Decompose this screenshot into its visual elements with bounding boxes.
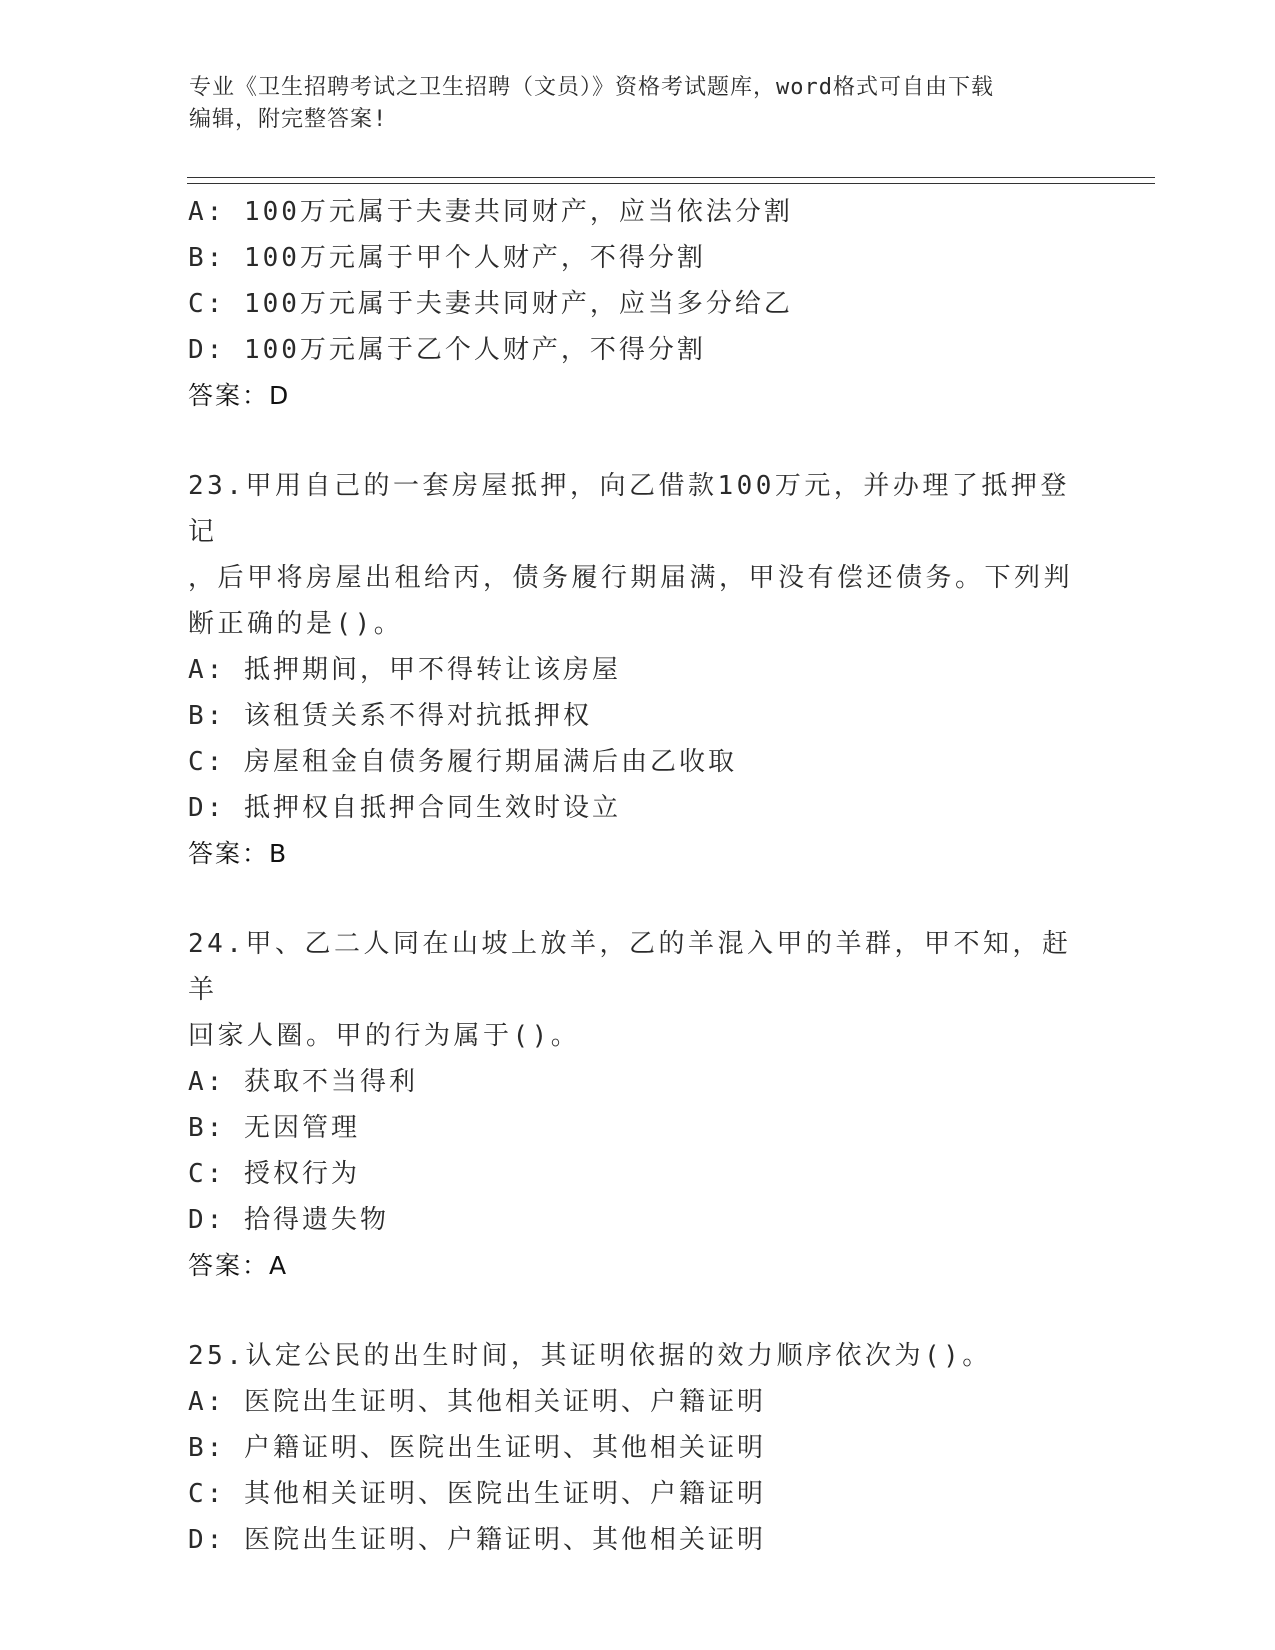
question-23 bbox=[188, 463, 1108, 877]
header-line-2: 编辑，附完整答案! bbox=[189, 107, 388, 132]
question-24 bbox=[188, 921, 1108, 1289]
question-25 bbox=[188, 1333, 1108, 1563]
document-header bbox=[189, 72, 1089, 136]
question-text-line: 断正确的是()。 bbox=[188, 609, 404, 639]
option-d: D: 抵押权自抵押合同生效时设立 bbox=[188, 793, 621, 823]
option-b: B: 100万元属于甲个人财产，不得分割 bbox=[188, 243, 706, 273]
option-c: C: 100万元属于夫妻共同财产，应当多分给乙 bbox=[188, 289, 793, 319]
question-text-line: 23.甲用自己的一套房屋抵押，向乙借款100万元，并办理了抵押登记 bbox=[188, 471, 1070, 547]
header-line-1: 专业《卫生招聘考试之卫生招聘（文员）》资格考试题库，word格式可自由下载 bbox=[189, 75, 994, 100]
option-d: D: 拾得遗失物 bbox=[188, 1205, 389, 1235]
option-a: A: 100万元属于夫妻共同财产，应当依法分割 bbox=[188, 197, 793, 227]
option-b: B: 该租赁关系不得对抗抵押权 bbox=[188, 701, 592, 731]
question-text-line: 25.认定公民的出生时间，其证明依据的效力顺序依次为()。 bbox=[188, 1341, 992, 1371]
option-a: A: 医院出生证明、其他相关证明、户籍证明 bbox=[188, 1387, 766, 1417]
option-a: A: 抵押期间，甲不得转让该房屋 bbox=[188, 655, 621, 685]
option-a: A: 获取不当得利 bbox=[188, 1067, 418, 1097]
question-text-line: 回家人圈。甲的行为属于()。 bbox=[188, 1021, 581, 1051]
option-c: C: 授权行为 bbox=[188, 1159, 360, 1189]
option-b: B: 无因管理 bbox=[188, 1113, 360, 1143]
option-b: B: 户籍证明、医院出生证明、其他相关证明 bbox=[188, 1433, 766, 1463]
answer-line: 答案：D bbox=[188, 381, 291, 410]
question-22 bbox=[188, 189, 1108, 419]
question-text-line: 24.甲、乙二人同在山坡上放羊，乙的羊混入甲的羊群，甲不知，赶羊 bbox=[188, 929, 1072, 1005]
header-double-rule bbox=[187, 177, 1155, 184]
option-d: D: 100万元属于乙个人财产，不得分割 bbox=[188, 335, 706, 365]
answer-line: 答案：A bbox=[188, 1251, 289, 1280]
option-c: C: 房屋租金自债务履行期届满后由乙收取 bbox=[188, 747, 737, 777]
option-d: D: 医院出生证明、户籍证明、其他相关证明 bbox=[188, 1525, 766, 1555]
answer-line: 答案：B bbox=[188, 839, 289, 868]
option-c: C: 其他相关证明、医院出生证明、户籍证明 bbox=[188, 1479, 766, 1509]
question-text-line: ，后甲将房屋出租给丙，债务履行期届满，甲没有偿还债务。下列判 bbox=[188, 563, 1074, 593]
document-body bbox=[188, 189, 1108, 1563]
